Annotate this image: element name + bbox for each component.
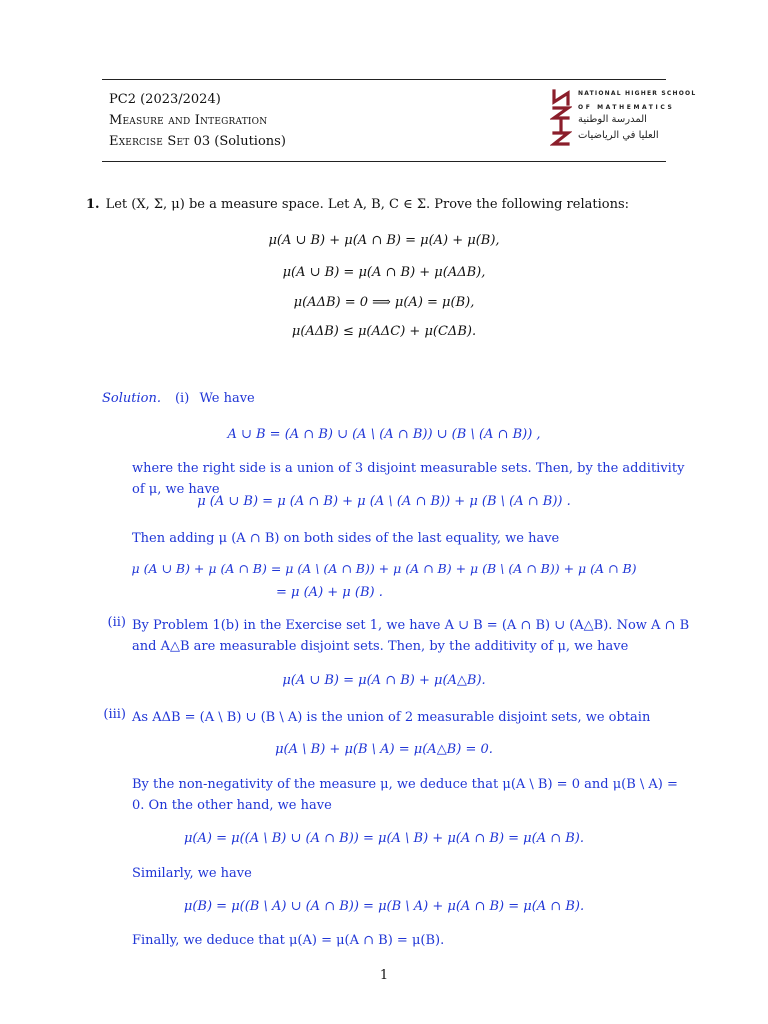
problem-equation-4: μ(AΔB) ≤ μ(AΔC) + μ(CΔB).: [291, 324, 477, 339]
page-number: 1: [379, 968, 389, 983]
part-i-equation-1: A ∪ B = (A ∩ B) ∪ (A \ (A ∩ B)) ∪ (B \ (A ∩ B)) ,: [227, 427, 541, 442]
part-iii-equation-3: μ(B) = μ((B \ A) ∪ (A ∩ B)) = μ(B \ A) + μ(A ∩ B) = μ(A ∩ B).: [183, 899, 585, 914]
part-iii-text-2: By the non-negativity of the measure μ, we deduce that μ(A \ B) = 0 and μ(B \ A) = 0. On the other hand, we have: [132, 777, 678, 813]
course-title: Measure and Integration: [109, 113, 268, 128]
part-i-text-1: where the right side is a union of 3 disjoint measurable sets. Then, by the additivity of μ, we have: [132, 461, 685, 497]
problem-equation-1: μ(A ∪ B) + μ(A ∩ B) = μ(A) + μ(B),: [268, 233, 500, 248]
logo-text-ar-2: العليا في الرياضيات: [578, 130, 659, 141]
school-logo-mark-icon: [550, 88, 572, 148]
part-iii-marker: (iii): [103, 707, 126, 722]
part-iii-equation-2: μ(A) = μ((A \ B) ∪ (A ∩ B)) = μ(A \ B) + μ(A ∩ B) = μ(A ∩ B).: [183, 831, 585, 846]
part-ii-equation: μ(A ∪ B) = μ(A ∩ B) + μ(A△B).: [282, 673, 486, 688]
part-iii-text-3: Similarly, we have: [132, 866, 252, 881]
part-i-equation-2: μ (A ∪ B) = μ (A ∩ B) + μ (A \ (A ∩ B)) + μ (B \ (A ∩ B)) .: [197, 494, 571, 509]
problem-equation-3: μ(AΔB) = 0 ⟹ μ(A) = μ(B),: [293, 295, 475, 310]
problem-number: 1.: [86, 197, 100, 212]
part-i-equation-3a: μ (A ∪ B) + μ (A ∩ B) = μ (A \ (A ∩ B)) + μ (A ∩ B) + μ (B \ (A ∩ B)) + μ (A ∩ B): [131, 561, 637, 576]
part-i-intro: We have: [199, 391, 255, 406]
part-iii-text-1: As AΔB = (A \ B) ∪ (B \ A) is the union of 2 measurable disjoint sets, we obtain: [132, 710, 651, 725]
exercise-set-title: Exercise Set 03 (Solutions): [109, 134, 286, 149]
course-header: [109, 89, 286, 152]
part-i-equation-3b: = μ (A) + μ (B) .: [276, 585, 383, 600]
problem-statement: [86, 197, 629, 212]
part-i-marker: (i): [174, 391, 190, 406]
course-code: PC2 (2023/2024): [109, 92, 221, 107]
logo-text-ar-1: المدرسة الوطنية: [578, 114, 647, 125]
header-top-rule: [102, 79, 666, 80]
part-ii-text: By Problem 1(b) in the Exercise set 1, we have A ∪ B = (A ∩ B) ∪ (A△B). Now A ∩ B and A△B are measurable disjoint sets. Then, by the additivity of μ, we have: [132, 618, 690, 654]
school-logo: [550, 88, 697, 150]
part-i-text-2: Then adding μ (A ∩ B) on both sides of the last equality, we have: [132, 531, 560, 546]
solution-heading: [102, 391, 255, 406]
part-iii-equation-1: μ(A \ B) + μ(B \ A) = μ(A△B) = 0.: [275, 742, 493, 757]
part-ii-marker: (ii): [107, 615, 126, 630]
logo-text-en-1: NATIONAL HIGHER SCHOOL: [578, 90, 697, 97]
problem-text: Let (X, Σ, μ) be a measure space. Let A, B, C ∈ Σ. Prove the following relations:: [105, 197, 629, 212]
logo-text-en-2: OF MATHEMATICS: [578, 104, 675, 111]
header-bottom-rule: [102, 161, 666, 162]
solution-label: Solution.: [102, 391, 161, 406]
part-iii-text-4: Finally, we deduce that μ(A) = μ(A ∩ B) = μ(B).: [132, 933, 445, 948]
problem-equation-2: μ(A ∪ B) = μ(A ∩ B) + μ(AΔB),: [282, 265, 486, 280]
